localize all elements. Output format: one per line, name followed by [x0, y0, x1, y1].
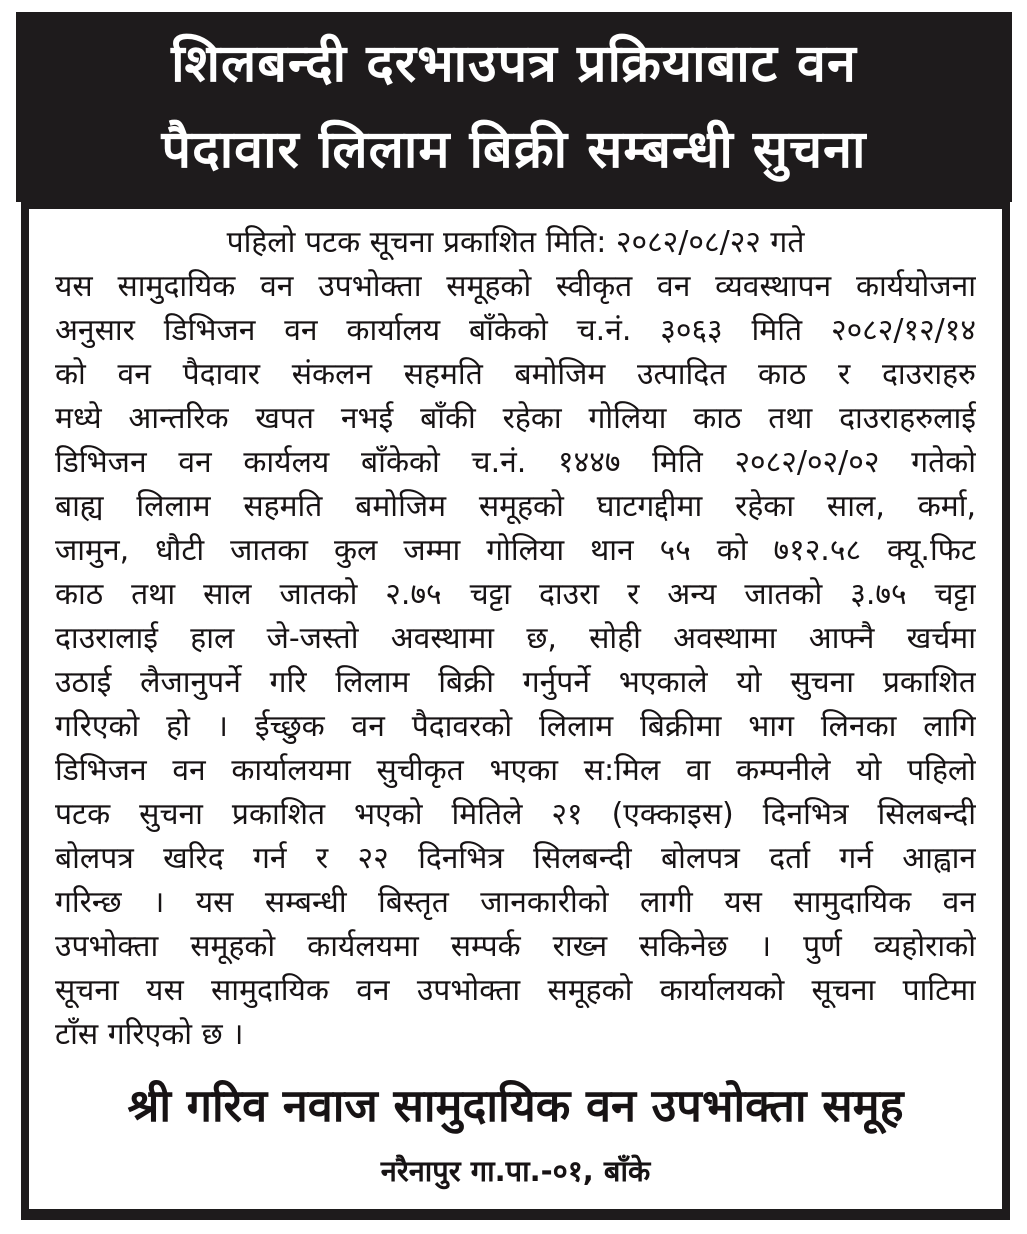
body-text-line: उपभोक्ता समूहको कार्यलयमा सम्पर्क राख्न सकिनेछ । पुर्ण व्यहोराको	[55, 929, 976, 964]
notice-title-banner	[16, 12, 1012, 202]
published-date-line: पहिलो पटक सूचना प्रकाशित मिति: २०८२/०८/२२ गते	[226, 225, 805, 260]
organization-address: नरैनापुर गा.पा.-०१, बाँके	[380, 1154, 651, 1188]
body-text-line: बोलपत्र खरिद गर्न र २२ दिनभित्र सिलबन्दी बोलपत्र दर्ता गर्न आह्वान	[55, 841, 976, 876]
body-text-line: उठाई लैजानुपर्ने गरि लिलाम बिक्री गर्नुपर्ने भएकाले यो सुचना प्रकाशित	[55, 665, 976, 700]
body-text-line: अनुसार डिभिजन वन कार्यालय बाँकेको च.नं. ३०६३ मिति २०८२/१२/१४	[55, 313, 976, 348]
body-text-line: दाउरालाई हाल जे-जस्तो अवस्थामा छ, सोही अवस्थामा आफ्नै खर्चमा	[55, 621, 976, 656]
body-text-line: यस सामुदायिक वन उपभोक्ता समूहको स्वीकृत वन व्यवस्थापन कार्ययोजना	[55, 269, 976, 304]
body-text-line: टाँस गरिएको छ ।	[55, 1017, 244, 1052]
notice-title-line-1: शिलबन्दी दरभाउपत्र प्रक्रियाबाट वन	[171, 34, 857, 94]
body-text-line: डिभिजन वन कार्यालयमा सुचीकृत भएका स:मिल वा कम्पनीले यो पहिलो	[55, 753, 976, 788]
notice-body-frame	[21, 201, 1010, 1220]
body-text-line: सूचना यस सामुदायिक वन उपभोक्ता समूहको कार्यालयको सूचना पाटिमा	[55, 973, 976, 1008]
body-text-line: को वन पैदावार संकलन सहमति बमोजिम उत्पादित काठ र दाउराहरु	[55, 357, 976, 392]
body-text-line: गरिन्छ । यस सम्बन्धी बिस्तृत जानकारीको लागी यस सामुदायिक वन	[55, 885, 976, 920]
body-text-line: बाह्य लिलाम सहमति बमोजिम समूहको घाटगद्दीमा रहेका साल, कर्मा,	[55, 489, 976, 524]
notice-title-line-2: पैदावार लिलाम बिक्री सम्बन्धी सुचना	[161, 120, 867, 180]
body-text-line: डिभिजन वन कार्यलय बाँकेको च.नं. १४४७ मिति २०८२/०२/०२ गतेको	[55, 445, 976, 480]
body-text-line: गरिएको हो । ईच्छुक वन पैदावरको लिलाम बिक्रीमा भाग लिनका लागि	[55, 709, 976, 744]
body-text-line: काठ तथा साल जातको २.७५ चट्टा दाउरा र अन्य जातको ३.७५ चट्टा	[55, 577, 976, 612]
body-text-line: पटक सुचना प्रकाशित भएको मितिले २१ (एक्काइस) दिनभित्र सिलबन्दी	[55, 797, 976, 832]
organization-name: श्री गरिव नवाज सामुदायिक वन उपभोक्ता समूह	[127, 1079, 904, 1132]
body-text-line: जामुन, धौटी जातका कुल जम्मा गोलिया थान ५५ को ७१२.५८ क्यू.फिट	[55, 533, 976, 568]
body-text-line: मध्ये आन्तरिक खपत नभई बाँकी रहेका गोलिया काठ तथा दाउराहरुलाई	[55, 401, 976, 436]
